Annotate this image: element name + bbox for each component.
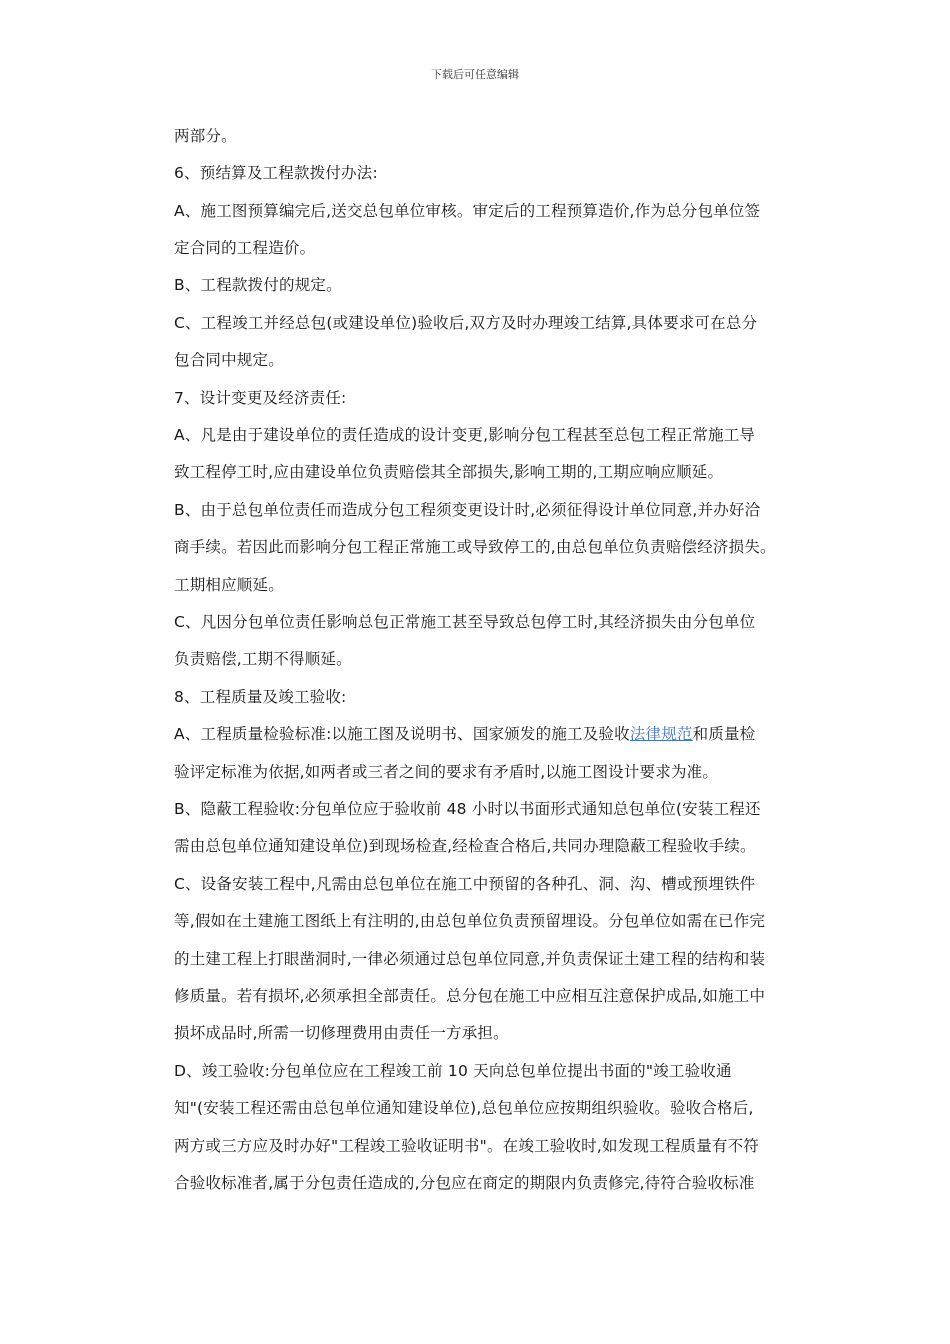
- text-line: 包合同中规定。: [174, 351, 284, 369]
- text-line: 致工程停工时,应由建设单位负责赔偿其全部损失,影响工期的,工期应响应顺延。: [174, 463, 724, 481]
- text-line: 修质量。若有损坏,必须承担全部责任。总分包在施工中应相互注意保护成品,如施工中: [174, 987, 766, 1005]
- text-line: C、设备安装工程中,凡需由总包单位在施工中预留的各种孔、洞、沟、槽或预埋铁件: [174, 875, 756, 893]
- text-line: 商手续。若因此而影响分包工程正常施工或导致停工的,由总包单位负责赔偿经济损失。: [174, 538, 776, 556]
- text-line: 工期相应顺延。: [174, 576, 284, 594]
- text-line: A、凡是由于建设单位的责任造成的设计变更,影响分包工程甚至总包工程正常施工导: [174, 426, 756, 444]
- text-line: [174, 724, 755, 744]
- section-heading: 7、设计变更及经济责任:: [174, 389, 347, 407]
- text-line: D、竣工验收:分包单位应在工程竣工前 10 天向总包单位提出书面的"竣工验收通: [174, 1062, 732, 1080]
- text-segment: 和质量检: [692, 725, 756, 743]
- text-line: 两部分。: [174, 127, 237, 145]
- text-line: A、施工图预算编完后,送交总包单位审核。审定后的工程预算造价,作为总分包单位签: [174, 202, 761, 220]
- text-line: 合验收标准者,属于分包责任造成的,分包应在商定的期限内负责修完,待符合验收标准: [174, 1174, 755, 1192]
- text-line: 两方或三方应及时办好"工程竣工验收证明书"。在竣工验收时,如发现工程质量有不符: [174, 1137, 759, 1155]
- text-line: C、凡因分包单位责任影响总包正常施工甚至导致总包停工时,其经济损失由分包单位: [174, 613, 756, 631]
- text-line: 负责赔偿,工期不得顺延。: [174, 650, 352, 668]
- text-line: 定合同的工程造价。: [174, 239, 316, 257]
- text-line: C、工程竣工并经总包(或建设单位)验收后,双方及时办理竣工结算,具体要求可在总分: [174, 314, 758, 332]
- text-line: B、隐蔽工程验收:分包单位应于验收前 48 小时以书面形式通知总包单位(安装工程还: [174, 800, 761, 818]
- section-heading: 6、预结算及工程款拨付办法:: [174, 164, 378, 182]
- page-header: 下载后可任意编辑: [431, 68, 519, 81]
- text-line: B、工程款拨付的规定。: [174, 276, 342, 294]
- text-line: 知"(安装工程还需由总包单位通知建设单位),总包单位应按期组织验收。验收合格后,: [174, 1099, 754, 1117]
- section-heading: 8、工程质量及竣工验收:: [174, 688, 347, 706]
- text-segment: A、工程质量检验标准:以施工图及说明书、国家颁发的施工及验收: [174, 725, 630, 743]
- regulations-link[interactable]: 法律规范: [629, 725, 693, 743]
- text-line: 等,假如在土建施工图纸上有注明的,由总包单位负责预留埋设。分包单位如需在已作完: [174, 912, 766, 930]
- text-line: B、由于总包单位责任而造成分包工程须变更设计时,必须征得设计单位同意,并办好洽: [174, 501, 761, 519]
- text-line: 验评定标准为依据,如两者或三者之间的要求有矛盾时,以施工图设计要求为准。: [174, 763, 719, 781]
- text-line: 损坏成品时,所需一切修理费用由责任一方承担。: [174, 1024, 509, 1042]
- text-line: 的土建工程上打眼凿洞时,一律必须通过总包单位同意,并负责保证土建工程的结构和装: [174, 950, 766, 968]
- text-line: 需由总包单位通知建设单位)到现场检查,经检查合格后,共同办理隐蔽工程验收手续。: [174, 837, 756, 855]
